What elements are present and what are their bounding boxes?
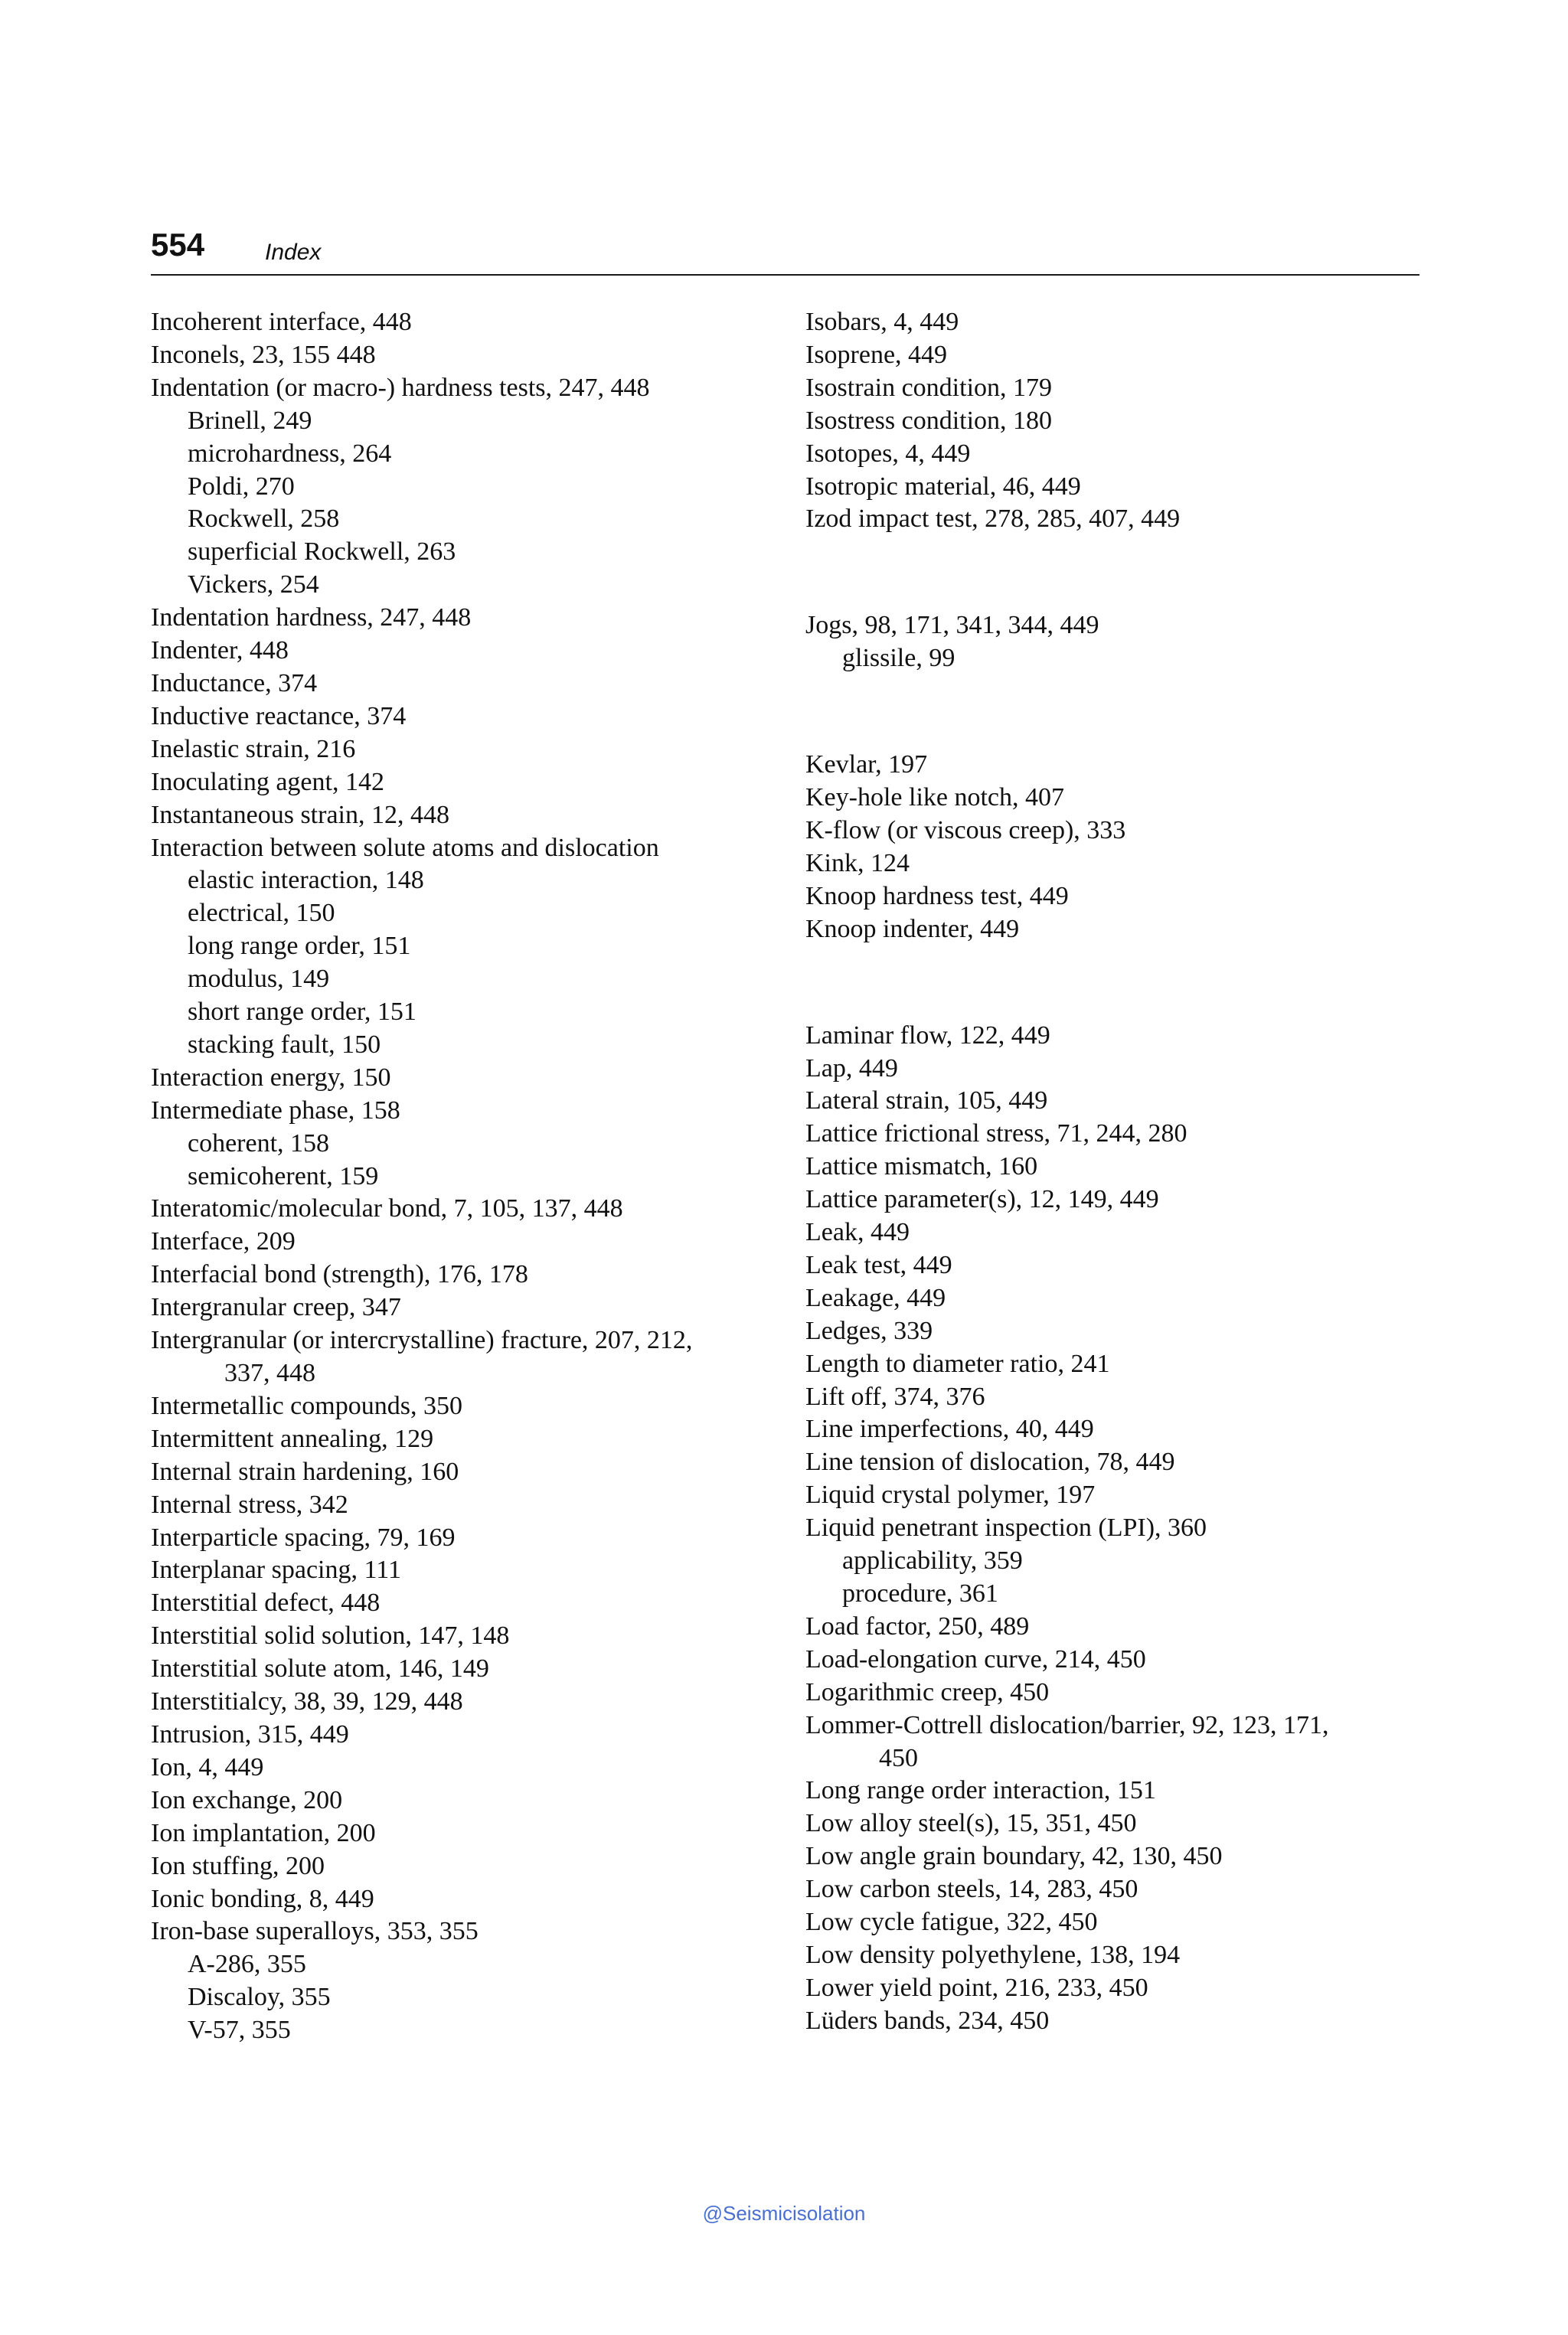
index-entry: Isotropic material, 46, 449 [805, 472, 1081, 501]
index-entry: Knoop hardness test, 449 [805, 881, 1069, 910]
index-entry: Interstitialcy, 38, 39, 129, 448 [151, 1687, 463, 1716]
index-entry: Length to diameter ratio, 241 [805, 1349, 1110, 1378]
index-subentry: modulus, 149 [188, 965, 330, 994]
index-subentry: applicability, 359 [842, 1546, 1023, 1576]
letter-group-gap [805, 675, 1420, 749]
index-subentry: Vickers, 254 [188, 570, 319, 599]
index-entry: Low density polyethylene, 138, 194 [805, 1940, 1181, 1969]
index-subentry: superficial Rockwell, 263 [188, 537, 456, 567]
index-entry: Ion stuffing, 200 [151, 1851, 325, 1880]
index-entry: Isostress condition, 180 [805, 406, 1053, 435]
running-head: Index [265, 240, 322, 265]
index-subentry: Discaloy, 355 [188, 1983, 331, 2012]
index-entry: Inelastic strain, 216 [151, 734, 356, 763]
index-entry: Interaction between solute atoms and dislocation [151, 833, 659, 862]
index-entry: Isostrain condition, 179 [805, 373, 1053, 402]
index-subentry: procedure, 361 [842, 1579, 998, 1608]
index-entry: Inductive reactance, 374 [151, 701, 407, 730]
index-entry: Intermediate phase, 158 [151, 1096, 400, 1125]
index-entry-continuation: 450 [879, 1743, 918, 1772]
index-entry: Low carbon steels, 14, 283, 450 [805, 1875, 1138, 1904]
index-entry: Izod impact test, 278, 285, 407, 449 [805, 505, 1181, 534]
index-entry: Long range order interaction, 151 [805, 1776, 1156, 1805]
index-entry: Lattice mismatch, 160 [805, 1152, 1038, 1181]
index-entry: Isobars, 4, 449 [805, 308, 959, 336]
index-entry: Ion exchange, 200 [151, 1785, 343, 1814]
index-entry: Interface, 209 [151, 1227, 296, 1256]
index-entry: Line imperfections, 40, 449 [805, 1415, 1094, 1444]
index-entry: Line tension of dislocation, 78, 449 [805, 1448, 1175, 1477]
index-entry: Ion, 4, 449 [151, 1752, 264, 1781]
index-subentry: electrical, 150 [188, 899, 335, 928]
index-entry: Intrusion, 315, 449 [151, 1719, 349, 1749]
index-entry: Interstitial defect, 448 [151, 1589, 381, 1618]
index-subentry: coherent, 158 [188, 1128, 330, 1158]
index-entry: Interstitial solute atom, 146, 149 [151, 1654, 489, 1683]
index-subentry: elastic interaction, 148 [188, 866, 424, 895]
index-entry: Intermetallic compounds, 350 [151, 1391, 462, 1420]
index-subentry: Poldi, 270 [188, 472, 295, 501]
index-entry: Low alloy steel(s), 15, 351, 450 [805, 1809, 1137, 1838]
index-entry: Inoculating agent, 142 [151, 767, 384, 796]
index-entry: Ionic bonding, 8, 449 [151, 1884, 374, 1913]
index-entry: Lap, 449 [805, 1053, 898, 1083]
index-entry: Ion implantation, 200 [151, 1818, 376, 1847]
index-subentry: V-57, 355 [188, 2016, 291, 2045]
index-subentry: short range order, 151 [188, 998, 416, 1027]
index-column-left [151, 306, 779, 2047]
index-entry: Liquid penetrant inspection (LPI), 360 [805, 1514, 1207, 1543]
index-entry: Kink, 124 [805, 848, 910, 877]
index-entry: Interstitial solid solution, 147, 148 [151, 1621, 510, 1651]
index-entry: Lower yield point, 216, 233, 450 [805, 1973, 1148, 2002]
index-entry: Isotopes, 4, 449 [805, 439, 971, 468]
index-entry: Laminar flow, 122, 449 [805, 1021, 1050, 1050]
index-entry: Leak test, 449 [805, 1250, 952, 1279]
index-entry: Knoop indenter, 449 [805, 914, 1020, 943]
index-entry: Internal stress, 342 [151, 1490, 348, 1519]
index-entry: Indentation hardness, 247, 448 [151, 603, 472, 632]
page-number: 554 [151, 227, 205, 263]
index-entry: Lateral strain, 105, 449 [805, 1086, 1048, 1115]
page-header [151, 227, 1419, 276]
index-entry: Indenter, 448 [151, 636, 289, 665]
letter-group-gap [805, 946, 1420, 1020]
index-subentry: long range order, 151 [188, 932, 411, 961]
index-entry: Kevlar, 197 [805, 750, 928, 779]
index-entry: Lommer-Cottrell dislocation/barrier, 92, 123, 171, [805, 1710, 1329, 1739]
index-entry: Iron-base superalloys, 353, 355 [151, 1917, 479, 1946]
index-entry: Interplanar spacing, 111 [151, 1556, 401, 1585]
index-entry: Indentation (or macro-) hardness tests, 247, 448 [151, 373, 650, 402]
index-entry: Lattice frictional stress, 71, 244, 280 [805, 1119, 1187, 1148]
index-entry: Lattice parameter(s), 12, 149, 449 [805, 1185, 1159, 1214]
index-entry: Low cycle fatigue, 322, 450 [805, 1908, 1098, 1937]
index-entry: Intergranular creep, 347 [151, 1293, 401, 1322]
index-entry: Inductance, 374 [151, 668, 318, 697]
index-entry: Intermittent annealing, 129 [151, 1424, 434, 1453]
index-entry: Leakage, 449 [805, 1283, 946, 1312]
index-entry: Isoprene, 449 [805, 340, 948, 369]
index-entry: Interaction energy, 150 [151, 1063, 391, 1092]
index-entry: Instantaneous strain, 12, 448 [151, 800, 449, 829]
index-entry: Incoherent interface, 448 [151, 308, 412, 336]
index-entry: Lift off, 374, 376 [805, 1382, 985, 1411]
index-entry: Internal strain hardening, 160 [151, 1457, 459, 1486]
index-entry-continuation: 337, 448 [224, 1359, 315, 1387]
index-entry: Intergranular (or intercrystalline) fracture, 207, 212, [151, 1326, 693, 1355]
index-entry: Liquid crystal polymer, 197 [805, 1481, 1096, 1510]
index-entry: Interparticle spacing, 79, 169 [151, 1523, 456, 1552]
index-entry: Low angle grain boundary, 42, 130, 450 [805, 1842, 1223, 1871]
index-entry: Logarithmic creep, 450 [805, 1677, 1050, 1706]
index-subentry: glissile, 99 [842, 644, 956, 673]
index-column-right [805, 306, 1420, 2038]
index-subentry: stacking fault, 150 [188, 1030, 381, 1059]
index-entry: Load factor, 250, 489 [805, 1612, 1030, 1641]
index-entry: Key-hole like notch, 407 [805, 783, 1065, 812]
index-entry: Interfacial bond (strength), 176, 178 [151, 1260, 528, 1289]
letter-group-gap [805, 536, 1420, 609]
index-entry: Load-elongation curve, 214, 450 [805, 1644, 1146, 1674]
index-subentry: semicoherent, 159 [188, 1161, 379, 1190]
index-entry: Inconels, 23, 155 448 [151, 340, 376, 369]
watermark: @Seismicisolation [702, 2202, 866, 2225]
index-subentry: Rockwell, 258 [188, 505, 340, 534]
index-entry: Ledges, 339 [805, 1316, 933, 1345]
index-subentry: microhardness, 264 [188, 439, 392, 468]
index-subentry: Brinell, 249 [188, 406, 312, 435]
index-entry: Interatomic/molecular bond, 7, 105, 137, 448 [151, 1194, 623, 1223]
index-entry: Leak, 449 [805, 1218, 910, 1247]
index-entry: Jogs, 98, 171, 341, 344, 449 [805, 611, 1099, 640]
index-subentry: A-286, 355 [188, 1950, 306, 1979]
index-entry: Lüders bands, 234, 450 [805, 2006, 1050, 2035]
index-entry: K-flow (or viscous creep), 333 [805, 815, 1126, 844]
